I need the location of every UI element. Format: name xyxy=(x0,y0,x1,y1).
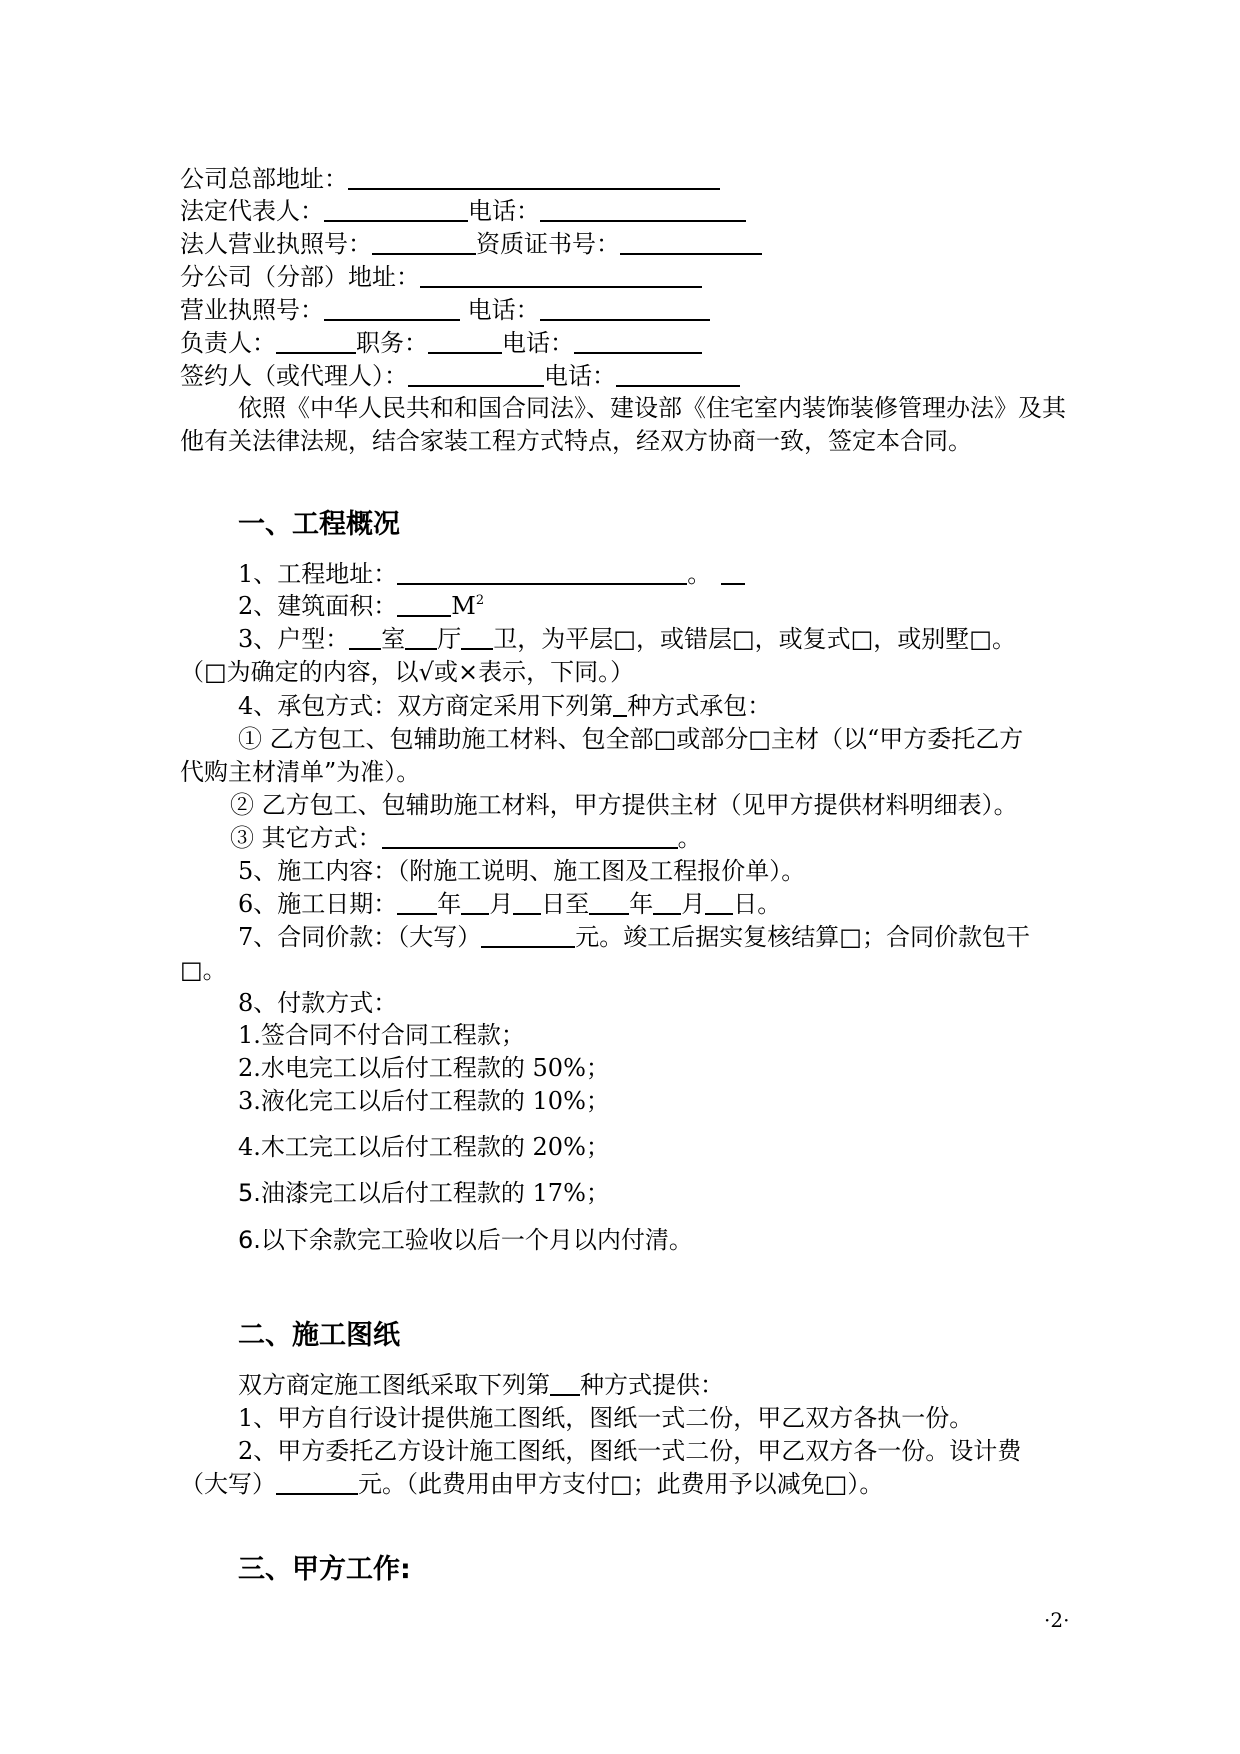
legal-license-blank xyxy=(372,229,476,255)
end-day-blank xyxy=(705,889,733,915)
payment-title: 8、付款方式： xyxy=(238,989,398,1017)
pay5-num: 5. xyxy=(238,1179,261,1207)
legal-rep-line xyxy=(180,195,1070,227)
pay5-text: 油漆完工以后付工程款的 17%； xyxy=(260,1179,610,1207)
hq-address-label: 公司总部地址： xyxy=(180,165,348,193)
drawings-intro-label: 双方商定施工图纸采取下列第 xyxy=(238,1371,550,1399)
mode3-line xyxy=(230,822,1070,854)
end-month-label: 月 xyxy=(681,890,706,918)
license-blank xyxy=(324,295,460,321)
area-line xyxy=(238,590,1070,622)
date-line xyxy=(238,888,1070,920)
section3-title: 三、甲方工作: xyxy=(238,1554,411,1585)
drawings-item2-line2 xyxy=(180,1468,1070,1500)
hall-blank xyxy=(405,624,437,650)
hall-label: 厅 xyxy=(437,625,462,653)
branch-address-blank xyxy=(420,262,702,288)
address-blank xyxy=(397,559,687,585)
person-in-charge-label: 负责人： xyxy=(180,329,276,357)
content-line: 5、施工内容：（附施工说明、施工图及工程报价单）。 xyxy=(238,857,806,885)
signer-blank xyxy=(408,361,544,387)
qualification-blank xyxy=(620,229,762,255)
section1-title: 一、工程概况 xyxy=(238,509,400,540)
phone3-blank xyxy=(574,328,702,354)
area-blank xyxy=(397,591,451,617)
hq-address-blank xyxy=(348,164,720,190)
address-end: 。 xyxy=(687,560,712,588)
mode3-label: ③ 其它方式： xyxy=(230,824,382,852)
legal-license-line xyxy=(180,228,1070,260)
end-month-blank xyxy=(653,889,681,915)
date-label: 6、施工日期： xyxy=(238,890,398,918)
address-line xyxy=(238,558,1070,590)
room-blank xyxy=(349,624,381,650)
house-type-label: 3、户型： xyxy=(238,625,350,653)
pay1-line: 1.签合同不付合同工程款； xyxy=(238,1021,525,1049)
pay4-num: 4. xyxy=(238,1133,261,1161)
pay4-line xyxy=(238,1131,1070,1163)
start-day-blank xyxy=(513,889,541,915)
area-label: 2、建筑面积： xyxy=(238,592,398,620)
mode3-end: 。 xyxy=(677,824,702,852)
price-blank xyxy=(481,922,575,948)
hq-address-line xyxy=(180,163,1070,195)
phone4-label: 电话： xyxy=(544,362,616,390)
address-label: 1、工程地址： xyxy=(238,560,398,588)
phone1-label: 电话： xyxy=(468,197,540,225)
section2-title: 二、施工图纸 xyxy=(238,1320,400,1351)
signer-line xyxy=(180,360,1070,392)
price-line xyxy=(238,921,1070,953)
design-fee-label: （大写） xyxy=(180,1470,276,1498)
area-unit: M xyxy=(451,592,476,620)
legal-rep-label: 法定代表人： xyxy=(180,197,324,225)
page-number: ·2· xyxy=(1044,1608,1070,1632)
pay4-text: 完工以后付工程款的 20%； xyxy=(308,1133,610,1161)
design-fee-blank xyxy=(276,1469,358,1495)
intro-line1: 依照《中华人民共和和国合同法》、建设部《住宅室内装饰装修管理办法》及其 xyxy=(238,394,1066,422)
license-line xyxy=(180,294,1070,326)
end-year-label: 年 xyxy=(629,890,654,918)
drawings-item1: 1、甲方自行设计提供施工图纸，图纸一式二份，甲乙双方各执一份。 xyxy=(238,1404,974,1432)
branch-address-label: 分公司（分部）地址： xyxy=(180,263,420,291)
position-label: 职务： xyxy=(356,329,428,357)
design-fee-text: 元。（此费用由甲方支付□；此费用予以减免□）。 xyxy=(358,1470,884,1498)
mode1-line1: ① 乙方包工、包辅助施工材料、包全部□或部分□主材（以“甲方委托乙方 xyxy=(238,725,1024,753)
drawings-item2: 2、甲方委托乙方设计施工图纸，图纸一式二份，甲乙双方各一份。设计费 xyxy=(238,1437,1022,1465)
pay3-line: 3.液化完工以后付工程款的 10%； xyxy=(238,1087,610,1115)
drawings-intro-end: 种方式提供： xyxy=(580,1371,724,1399)
mode3-blank xyxy=(382,823,678,849)
legal-rep-blank xyxy=(324,196,468,222)
start-year-blank xyxy=(397,889,437,915)
phone1-blank xyxy=(540,196,746,222)
end-day-label: 日。 xyxy=(733,890,782,918)
end-year-blank xyxy=(589,889,629,915)
contract-mode-label: 4、承包方式：双方商定采用下列第 xyxy=(238,692,614,720)
legal-license-label: 法人营业执照号： xyxy=(180,230,372,258)
mode2-line: ② 乙方包工、包辅助施工材料，甲方提供主材（见甲方提供材料明细表）。 xyxy=(230,791,1018,819)
start-month-label: 月 xyxy=(489,890,514,918)
signer-label: 签约人（或代理人）： xyxy=(180,362,408,390)
intro-line2: 他有关法律法规，结合家装工程方式特点，经双方协商一致，签定本合同。 xyxy=(180,427,972,455)
price-label: 7、合同价款：（大写） xyxy=(238,923,482,951)
mode1-line2: 代购主材清单”为准）。 xyxy=(180,758,421,786)
license-label: 营业执照号： xyxy=(180,296,324,324)
note-line: （□为确定的内容，以√或×表示，下同。） xyxy=(180,658,635,686)
room-label: 室 xyxy=(381,625,406,653)
start-month-blank xyxy=(461,889,489,915)
pay4-woodwork: 木工 xyxy=(260,1133,309,1161)
pay2-line: 2.水电完工以后付工程款的 50%； xyxy=(238,1054,610,1082)
phone2-blank xyxy=(540,295,710,321)
pay5-line xyxy=(238,1177,1070,1209)
position-blank xyxy=(428,328,502,354)
phone3-label: 电话： xyxy=(502,329,574,357)
phone2-label: 电话： xyxy=(460,296,540,324)
area-superscript: 2 xyxy=(475,593,485,608)
contract-mode-blank xyxy=(613,691,627,717)
drawings-intro-line xyxy=(238,1369,1070,1401)
phone4-blank xyxy=(616,361,740,387)
person-in-charge-line xyxy=(180,327,1070,359)
start-year-label: 年 xyxy=(437,890,462,918)
drawings-mode-blank xyxy=(550,1370,580,1396)
pay6-line: 6.以下余款完工验收以后一个月以内付清。 xyxy=(238,1226,693,1254)
bath-label: 卫，为平层□，或错层□，或复式□，或别墅□。 xyxy=(493,625,1016,653)
house-type-line xyxy=(238,623,1070,655)
bath-blank xyxy=(461,624,493,650)
contract-mode-line xyxy=(238,690,1070,722)
price-label-end: 元。竣工后据实复核结算□；合同价款包干 xyxy=(575,923,1030,951)
price-line2: □。 xyxy=(180,956,227,984)
person-in-charge-blank xyxy=(276,328,356,354)
qualification-label: 资质证书号： xyxy=(476,230,620,258)
address-extra-blank xyxy=(721,559,745,585)
start-day-label: 日至 xyxy=(541,890,590,918)
branch-address-line xyxy=(180,261,1070,293)
contract-mode-label-end: 种方式承包： xyxy=(627,692,772,720)
